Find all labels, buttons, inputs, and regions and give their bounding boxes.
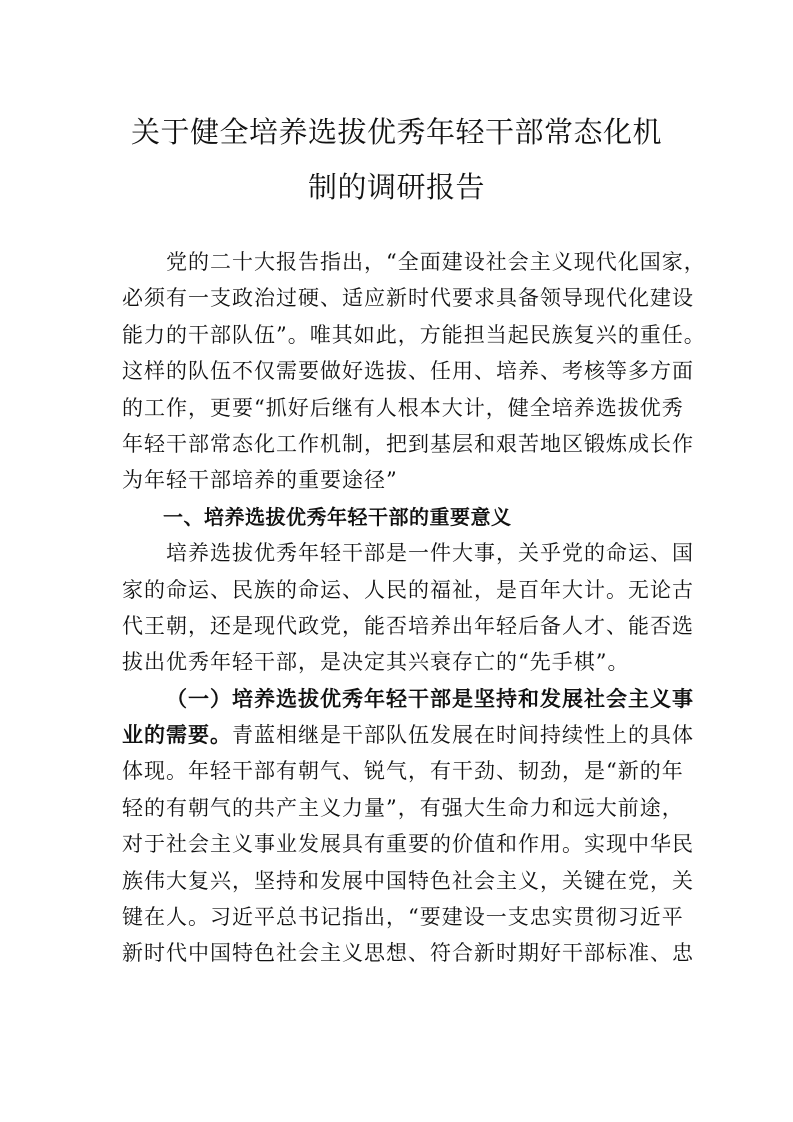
text-line: 为年轻干部培养的重要途径” bbox=[122, 468, 398, 493]
section-heading: 一、培养选拔优秀年轻干部的重要意义 bbox=[163, 504, 512, 529]
text-line: 这样的队伍不仅需要做好选拔、任用、培养、考核等多方面 bbox=[122, 359, 694, 384]
subheading-end: 业的需要。 bbox=[122, 722, 232, 748]
text-line: 体现。年轻干部有朝气、锐气，有干劲、韧劲，是“新的年 bbox=[122, 759, 684, 784]
text-line: 族伟大复兴，坚持和发展中国特色社会主义，关键在党，关 bbox=[122, 868, 694, 893]
text-line: 新时代中国特色社会主义思想、符合新时期好干部标准、忠 bbox=[122, 941, 694, 966]
text-line: 年轻干部常态化工作机制，把到基层和艰苦地区锻炼成长作 bbox=[122, 431, 694, 456]
text-line: 的工作，更要“抓好后继有人根本大计，健全培养选拔优秀 bbox=[122, 395, 684, 420]
text-span: 青蓝相继是干部队伍发展在时间持续性上的具体 bbox=[232, 723, 694, 748]
paragraph-intro bbox=[122, 244, 706, 499]
text-line: 代王朝，还是现代政党，能否培养出年轻后备人才、能否选 bbox=[122, 613, 694, 638]
text-line: 轻的有朝气的共产主义力量”，有强大生命力和远大前途， bbox=[122, 795, 684, 820]
text-line: 培养选拔优秀年轻干部是一件大事，关乎党的命运、国 bbox=[166, 541, 694, 566]
text-line: 能力的干部队伍”。唯其如此，方能担当起民族复兴的重任。 bbox=[122, 322, 706, 347]
document-title-line-1: 关于健全培养选拔优秀年轻干部常态化机 bbox=[130, 115, 662, 149]
text-line: 键在人。习近平总书记指出，“要建设一支忠实贯彻习近平 bbox=[122, 905, 684, 930]
document-body bbox=[122, 244, 706, 972]
text-line: 对于社会主义事业发展具有重要的价值和作用。实现中华民 bbox=[122, 832, 694, 857]
text-line: 拔出优秀年轻干部，是决定其兴衰存亡的“先手棋”。 bbox=[122, 650, 630, 675]
text-line bbox=[122, 717, 694, 753]
subheading-line: （一）培养选拔优秀年轻干部是坚持和发展社会主义事 bbox=[166, 685, 694, 711]
text-line: 党的二十大报告指出，“全面建设社会主义现代化国家， bbox=[166, 250, 706, 274]
document-title-line-2: 制的调研报告 bbox=[307, 170, 485, 204]
paragraph-subsection-1 bbox=[122, 681, 694, 972]
paragraph-significance bbox=[122, 535, 694, 681]
text-line: 家的命运、民族的命运、人民的福祉，是百年大计。无论古 bbox=[122, 577, 694, 602]
text-line: 必须有一支政治过硬、适应新时代要求具备领导现代化建设 bbox=[122, 286, 694, 311]
